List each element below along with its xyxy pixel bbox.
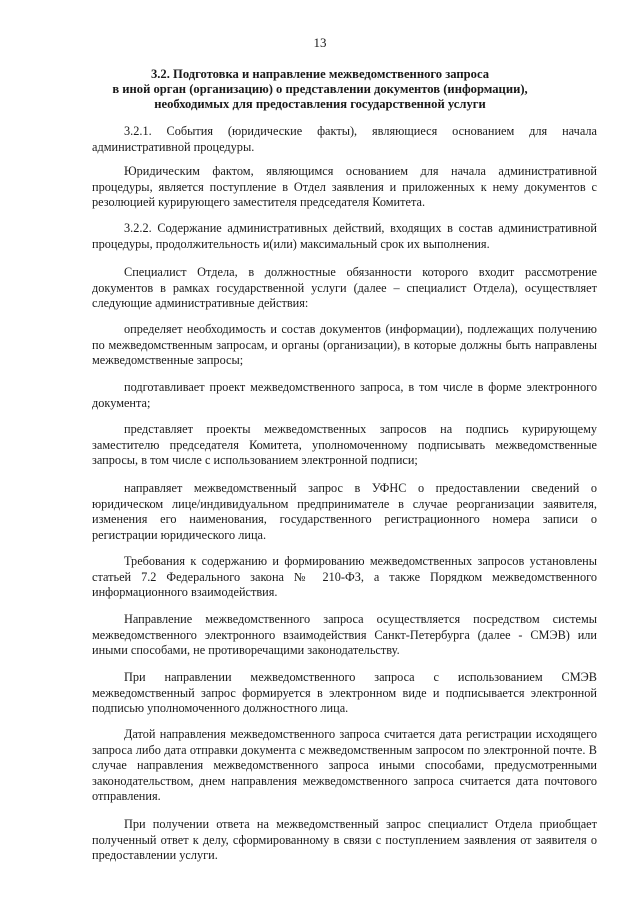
paragraph-date-of-sending: Датой направления межведомственного запроса считается дата регистрации исходящего запроса либо дата отправки документа с межведомственным запросом по электронной почте. В случае направления межведомственного запроса иными способами, предусмотренными законодательством, днем направления межведомственного запроса считается дата почтового отправления. xyxy=(92,727,597,804)
paragraph-prepares: подготавливает проект межведомственного запроса, в том числе в форме электронного документа; xyxy=(92,380,597,410)
paragraph-specialist: Специалист Отдела, в должностные обязанности которого входит рассмотрение документов в рамках государственной услуги (далее – специалист Отдела), осуществляет следующие административные действия: xyxy=(92,265,597,311)
paragraph-response: При получении ответа на межведомственный запрос специалист Отдела приобщает полученный ответ к делу, сформированному в связи с поступлением заявления от заявителя о предоставлении услуги. xyxy=(92,817,597,863)
paragraph-submits: представляет проекты межведомственных запросов на подпись курирующему заместителю председателя Комитета, уполномоченному подписывать межведомственные запросы, в том числе с использованием электронной подписи; xyxy=(92,422,597,468)
paragraph-legal-fact: Юридическим фактом, являющимся основанием для начала административной процедуры, является поступление в Отдел заявления и приложенных к нему документов с резолюцией курирующего заместителя председателя Комитета. xyxy=(92,164,597,210)
paragraph-3-2-1: 3.2.1. События (юридические факты), являющиеся основанием для начала административной процедуры. xyxy=(92,124,597,154)
paragraph-electronic-form: При направлении межведомственного запроса с использованием СМЭВ межведомственный запрос формируется в электронном виде и подписывается электронной подписью уполномоченного должностного лица. xyxy=(92,670,597,716)
paragraph-smev: Направление межведомственного запроса осуществляется посредством системы межведомственного электронного взаимодействия Санкт-Петербурга (далее - СМЭВ) или иными способами, не противоречащими законодательству. xyxy=(92,612,597,658)
paragraph-requirements: Требования к содержанию и формированию межведомственных запросов установлены статьей 7.2 Федерального закона № 210-ФЗ, а также Порядком межведомственного информационного взаимодействия. xyxy=(92,554,597,600)
paragraph-determines: определяет необходимость и состав документов (информации), подлежащих получению по межведомственным запросам, и органы (организации), в которые должны быть направлены межведомственные запросы; xyxy=(92,322,597,368)
paragraph-sends-ufns: направляет межведомственный запрос в УФНС о предоставлении сведений о юридическом лице/индивидуальном предпринимателе в случае реорганизации заявителя, изменения его наименования, государственного регистрационного номера записи о регистрации юридического лица. xyxy=(92,481,597,542)
page-number: 13 xyxy=(313,35,327,50)
section-heading-line: в иной орган (организацию) о представлении документов (информации), xyxy=(112,82,528,96)
paragraph-3-2-2: 3.2.2. Содержание административных действий, входящих в состав административной процедуры, продолжительность и(или) максимальный срок их выполнения. xyxy=(92,221,597,251)
section-heading xyxy=(92,67,548,112)
section-heading-line: необходимых для предоставления государственной услуги xyxy=(154,97,486,111)
section-heading-line: 3.2. Подготовка и направление межведомственного запроса xyxy=(150,67,490,81)
